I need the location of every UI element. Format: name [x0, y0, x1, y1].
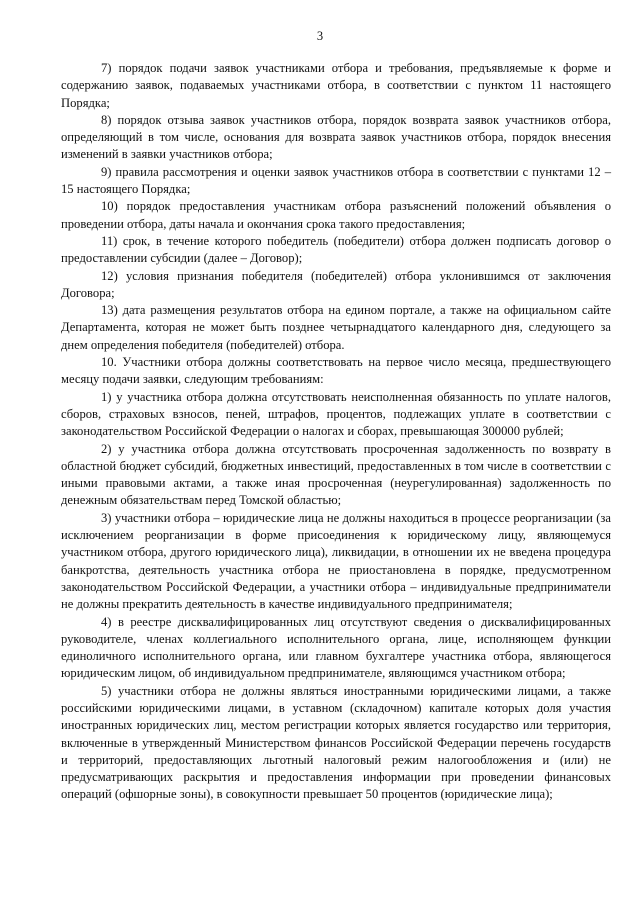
paragraph-item-11: 11) срок, в течение которого победитель (победители) отбора должен подписать договор о предоставлении субсидии (далее – Договор);: [61, 233, 611, 266]
requirement-item-1: 1) у участника отбора должна отсутствовать неисполненная обязанность по уплате налогов, сборов, страховых взносов, пеней, штрафов, процентов, подлежащих уплате в соответствии с законодательством Российской Федерации о налогах и сборах, превышающая 300000 рублей;: [61, 389, 611, 439]
page-number: 3: [316, 29, 324, 43]
requirement-item-5: 5) участники отбора не должны являться иностранными юридическими лицами, а также российскими юридическими лицами, в уставном (складочном) капитале которых доля участия иностранных юридических лиц, местом регистрации которых является государство или территория, включенные в утвержденный Министерством финансов Российской Федерации перечень государств и территорий, предоставляющих льготный налоговый режим налогообложения и (или) не предусматривающих раскрытия и предоставления информации при проведении финансовых операций (офшорные зоны), в совокупности превышает 50 процентов (юридические лица);: [61, 683, 611, 802]
document-body: [61, 60, 611, 804]
requirement-item-2: 2) у участника отбора должна отсутствовать просроченная задолженность по возврату в областной бюджет субсидий, бюджетных инвестиций, предоставленных в том числе в соответствии с иными правовыми актами, а также иная просроченная (неурегулированная) задолженность по денежным обязательствам перед Томской областью;: [61, 441, 611, 508]
requirement-item-3: 3) участники отбора – юридические лица не должны находиться в процессе реорганизации (за исключением реорганизации в форме присоединения к юридическому лицу, являющемуся участником отбора, другого юридического лица), ликвидации, в отношении их не введена процедура банкротства, деятельность участника отбора не приостановлена в порядке, предусмотренном законодательством Российской Федерации, а участники отбора – индивидуальные предприниматели не должны прекратить деятельность в качестве индивидуального предпринимателя;: [61, 510, 611, 612]
paragraph-item-8: 8) порядок отзыва заявок участников отбора, порядок возврата заявок участников отбора, определяющий в том числе, основания для возврата заявок участников отбора, порядок внесения изменений в заявки участников отбора;: [61, 112, 611, 162]
paragraph-item-9: 9) правила рассмотрения и оценки заявок участников отбора в соответствии с пунктами 12 – 15 настоящего Порядка;: [61, 164, 611, 197]
requirement-item-4: 4) в реестре дисквалифицированных лиц отсутствуют сведения о дисквалифицированных руководителе, членах коллегиального исполнительного органа, лице, исполняющем функции единоличного исполнительного органа, или главном бухгалтере участника отбора, являющегося юридическим лицом, об индивидуальном предпринимателе, являющимся участником отбора;: [61, 614, 611, 681]
paragraph-item-7: 7) порядок подачи заявок участниками отбора и требования, предъявляемые к форме и содержанию заявок, подаваемых участниками отбора, в соответствии с пунктом 11 настоящего Порядка;: [61, 61, 611, 110]
paragraph-item-13: 13) дата размещения результатов отбора на едином портале, а также на официальном сайте Департамента, которая не может быть позднее четырнадцатого календарного дня, следующего за днем определения победителя (победителей) отбора.: [61, 303, 611, 352]
paragraph-item-10: 10) порядок предоставления участникам отбора разъяснений положений объявления о проведении отбора, даты начала и окончания срока такого предоставления;: [61, 199, 611, 231]
paragraph-point-10: 10. Участники отбора должны соответствовать на первое число месяца, предшествующего месяцу подачи заявки, следующим требованиям:: [61, 355, 611, 387]
paragraph-item-12: 12) условия признания победителя (победителей) отбора уклонившимся от заключения Договора;: [61, 268, 611, 300]
